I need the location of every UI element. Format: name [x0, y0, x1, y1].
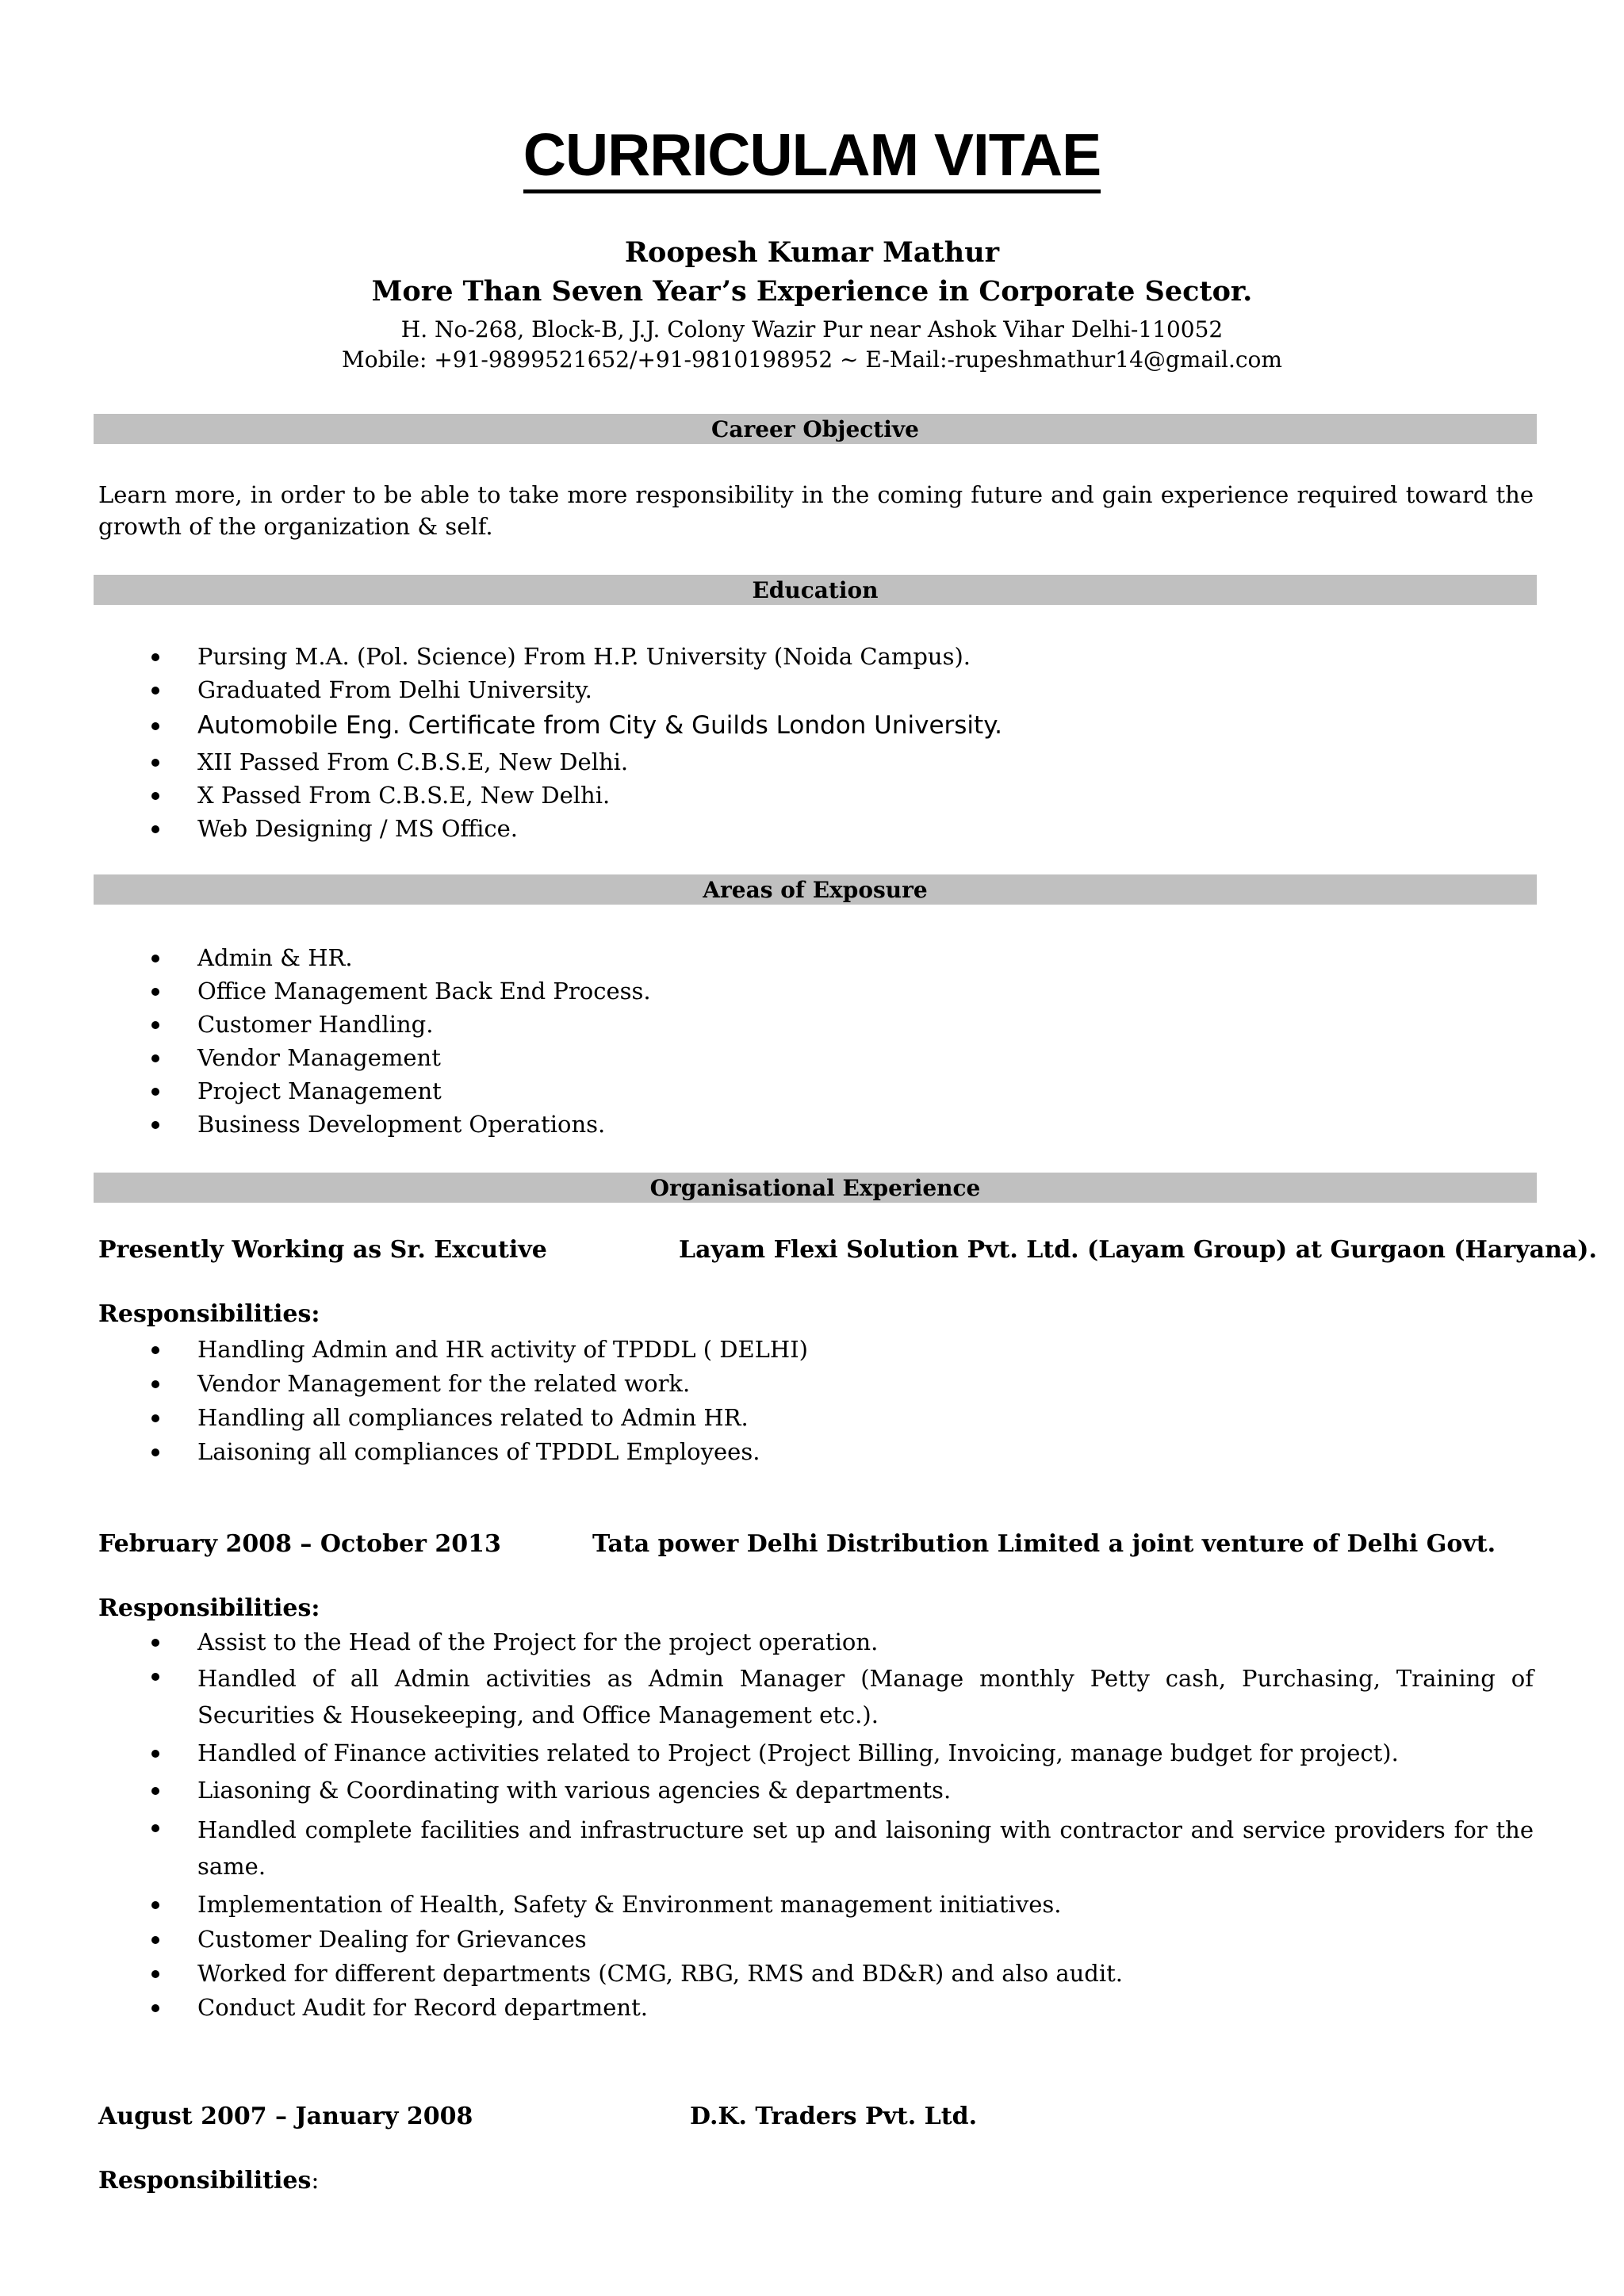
list-item: Admin & HR.	[98, 942, 1534, 974]
list-item: Liasoning & Coordinating with various agencies & departments.	[98, 1774, 1534, 1806]
list-item: Pursing M.A. (Pol. Science) From H.P. University (Noida Campus).	[98, 641, 1534, 672]
list-item: Handled of all Admin activities as Admin Manager (Manage monthly Petty cash, Purchasing, Training of Securities & Housekeeping, and Office Management etc.).	[98, 1660, 1534, 1733]
list-item: Conduct Audit for Record department.	[98, 1992, 1534, 2023]
candidate-contact: Mobile: +91-9899521652/+91-9810198952 ~ E-Mail:-rupeshmathur14@gmail.com	[342, 346, 1282, 373]
list-item: Laisoning all compliances of TPDDL Employees.	[98, 1436, 1534, 1468]
list-item: Project Management	[98, 1075, 1534, 1107]
job-employer: Tata power Delhi Distribution Limited a joint venture of Delhi Govt.	[592, 1530, 1496, 1558]
section-heading-organisational-experience: Organisational Experience	[94, 1173, 1537, 1203]
list-item: Customer Handling.	[98, 1008, 1534, 1040]
job-employer: D.K. Traders Pvt. Ltd.	[690, 2103, 978, 2130]
document-title: CURRICULAM VITAE	[0, 125, 1624, 185]
list-item: Assist to the Head of the Project for the project operation.	[98, 1626, 1534, 1658]
list-item: Handled of Finance activities related to Project (Project Billing, Invoicing, manage budget for project).	[98, 1737, 1534, 1769]
section-heading-education: Education	[94, 575, 1537, 605]
responsibilities-label: Responsibilities:	[98, 1594, 320, 1622]
list-item: Business Development Operations.	[98, 1108, 1534, 1140]
list-item: Worked for different departments (CMG, RBG, RMS and BD&R) and also audit.	[98, 1957, 1534, 1989]
list-item: Graduated From Delhi University.	[98, 674, 1534, 706]
section-heading-areas-of-exposure: Areas of Exposure	[94, 874, 1537, 905]
list-item: Implementation of Health, Safety & Environment management initiatives.	[98, 1888, 1534, 1920]
responsibilities-label: Responsibilities:	[98, 1300, 320, 1328]
job-employer: Layam Flexi Solution Pvt. Ltd. (Layam Group) at Gurgaon (Haryana).	[679, 1236, 1597, 1264]
career-objective-text: Learn more, in order to be able to take more responsibility in the coming future and gain experience required toward the growth of the organization & self.	[98, 481, 1534, 540]
list-item: Handled complete facilities and infrastructure set up and laisoning with contractor and service providers for the same.	[98, 1812, 1534, 1885]
list-item: Vendor Management	[98, 1042, 1534, 1073]
list-item: XII Passed From C.B.S.E, New Delhi.	[98, 746, 1534, 778]
list-item: Vendor Management for the related work.	[98, 1368, 1534, 1399]
list-item: X Passed From C.B.S.E, New Delhi.	[98, 779, 1534, 811]
list-item: Customer Dealing for Grievances	[98, 1923, 1534, 1955]
candidate-name: Roopesh Kumar Mathur	[624, 236, 1000, 269]
section-heading-career-objective: Career Objective	[94, 414, 1537, 444]
list-item: Handling all compliances related to Admin HR.	[98, 1402, 1534, 1433]
job-period: August 2007 – January 2008	[98, 2103, 473, 2130]
list-item: Office Management Back End Process.	[98, 975, 1534, 1007]
list-item: Handling Admin and HR activity of TPDDL ( DELHI)	[98, 1334, 1534, 1365]
job-period: February 2008 – October 2013	[98, 1530, 501, 1558]
candidate-address: H. No-268, Block-B, J.J. Colony Wazir Pur near Ashok Vihar Delhi-110052	[400, 316, 1224, 342]
job-period: Presently Working as Sr. Excutive	[98, 1236, 547, 1264]
candidate-tagline: More Than Seven Year’s Experience in Corporate Sector.	[371, 275, 1253, 308]
list-item: Automobile Eng. Certificate from City & Guilds London University.	[98, 710, 1534, 741]
responsibilities-label: Responsibilities:	[98, 2167, 320, 2195]
list-item: Web Designing / MS Office.	[98, 813, 1534, 844]
